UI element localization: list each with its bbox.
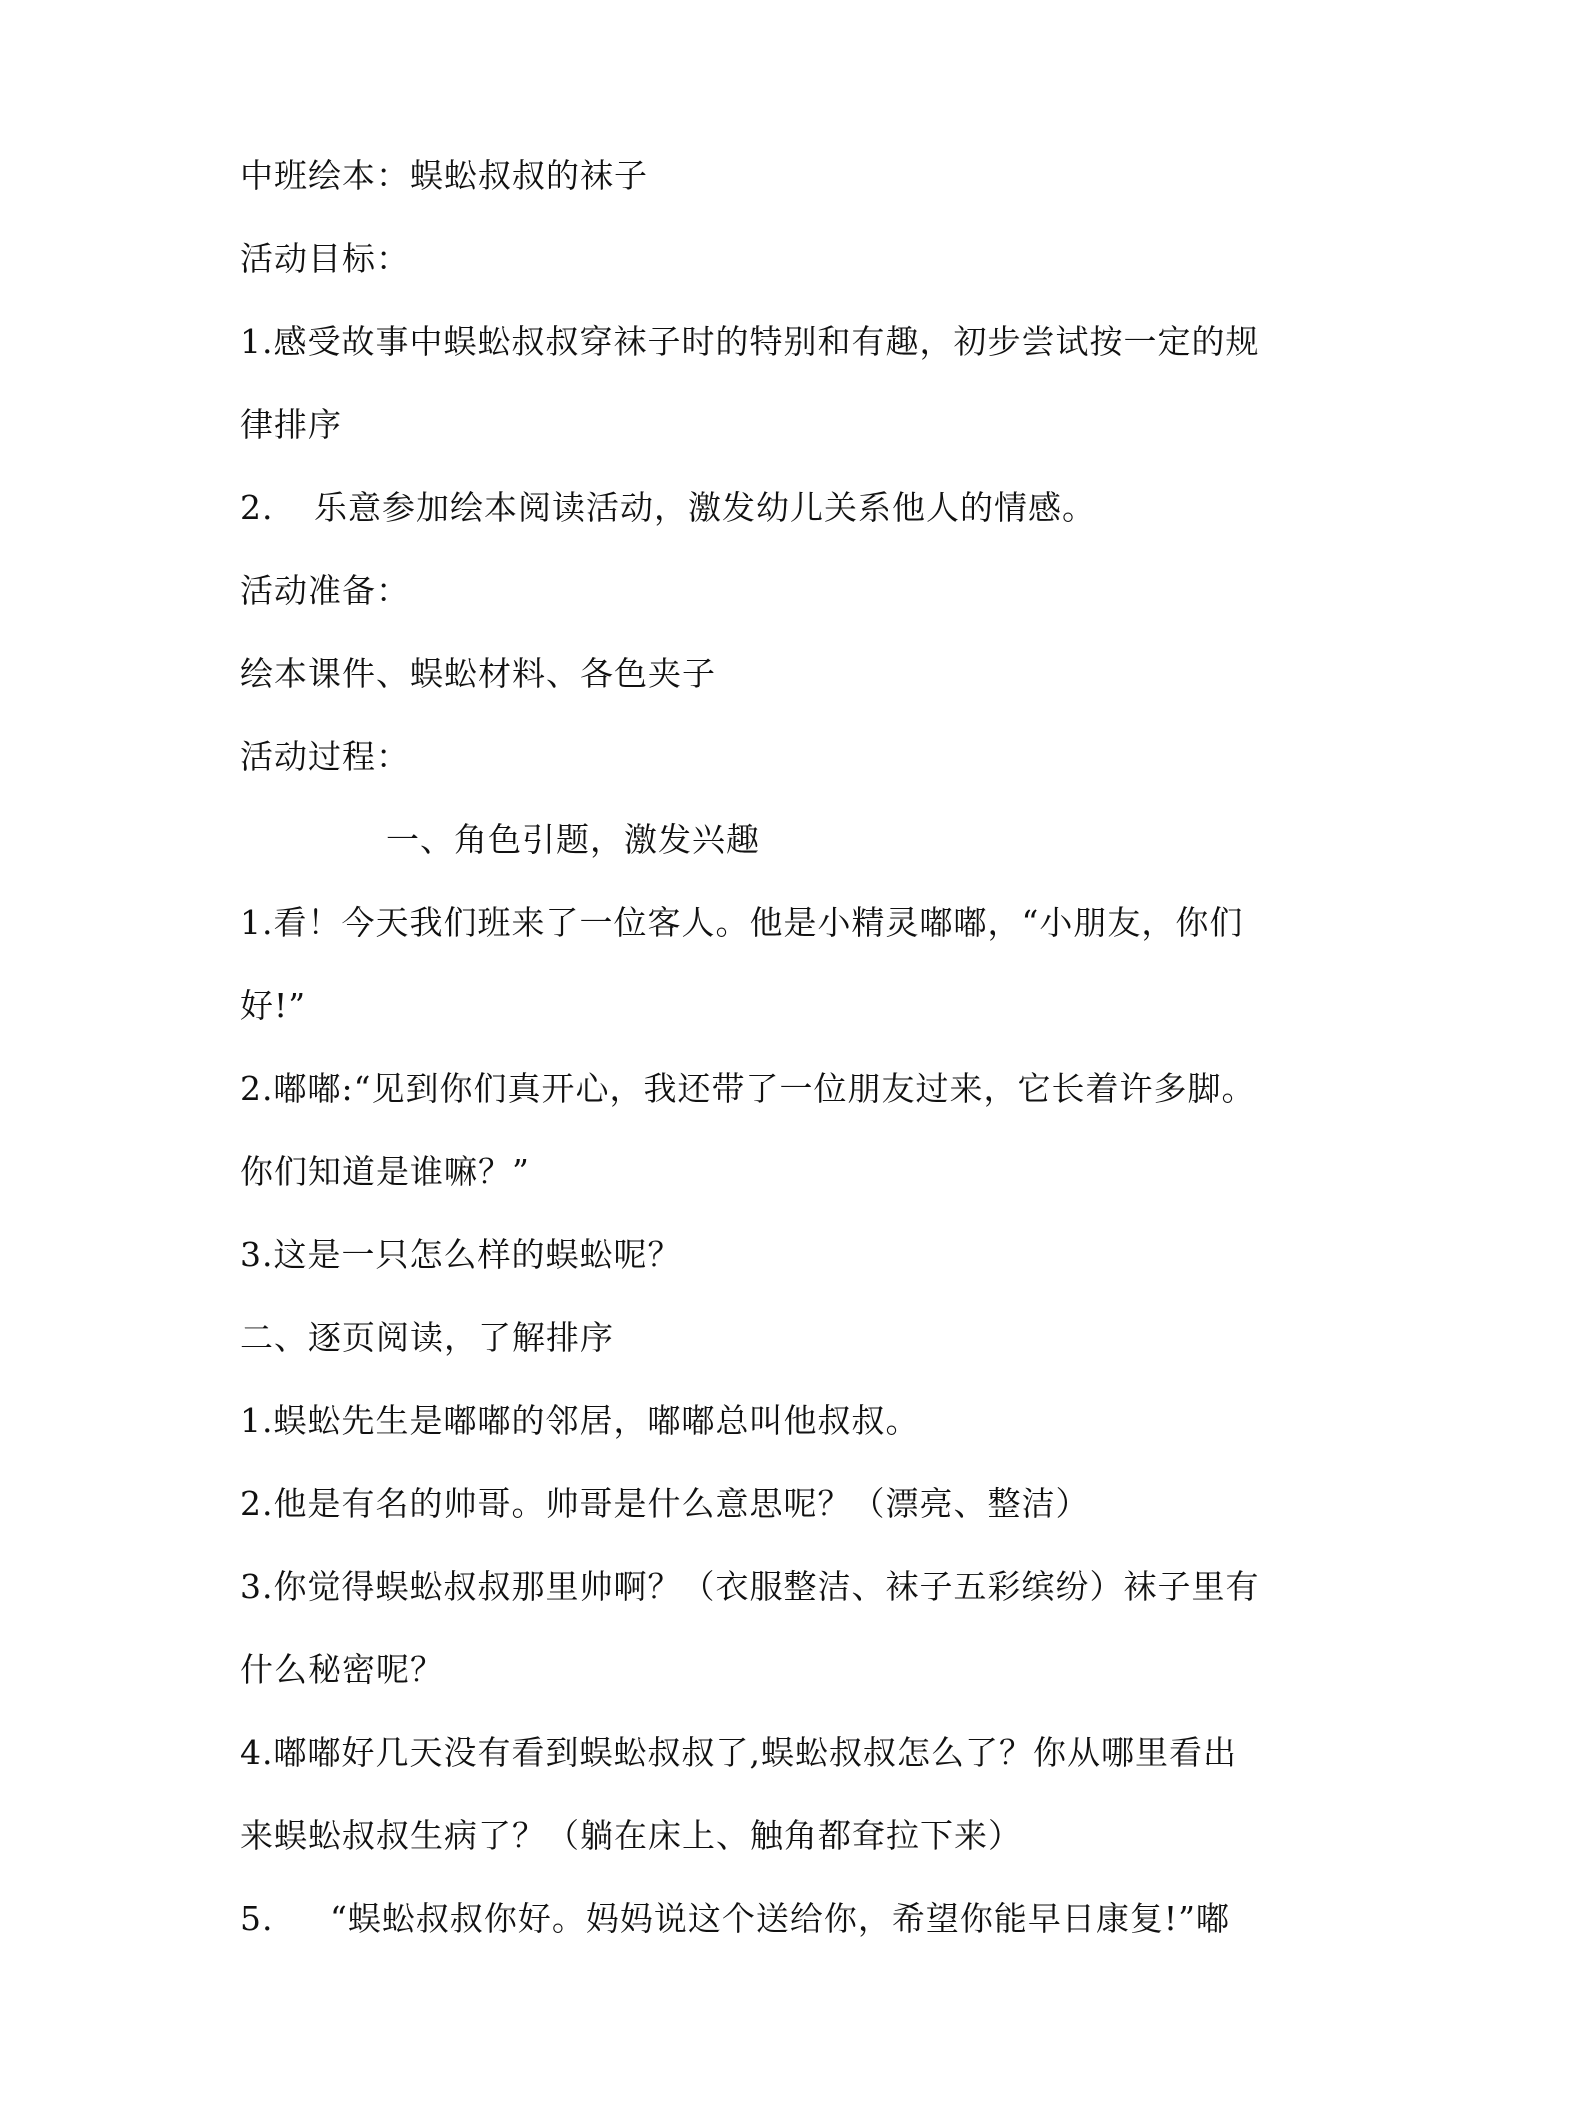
prep-text: 绘本课件、蜈蚣材料、各色夹子 (240, 654, 716, 693)
prep-heading: 活动准备： (240, 571, 410, 610)
goal-1-line-2: 律排序 (240, 405, 342, 444)
s2-item-5 (240, 1886, 1348, 1969)
section-2-heading: 二、逐页阅读，了解排序 (240, 1318, 614, 1357)
s2-item-4-line-1: 4.嘟嘟好几天没有看到蜈蚣叔叔了,蜈蚣叔叔怎么了？你从哪里看出 (240, 1733, 1237, 1772)
goal-2-text: 乐意参加绘本阅读活动，激发幼儿关系他人的情感。 (314, 488, 1096, 527)
s2-item-3-line-1: 3.你觉得蜈蚣叔叔那里帅啊？（衣服整洁、袜子五彩缤纷）袜子里有 (240, 1567, 1260, 1606)
s1-item-2-line-1: 2.嘟嘟:“见到你们真开心，我还带了一位朋友过来，它长着许多脚。 (240, 1069, 1256, 1108)
s1-item-3: 3.这是一只怎么样的蜈蚣呢？ (240, 1235, 682, 1274)
s1-item-1-line-2: 好!” (240, 986, 307, 1025)
document-body (240, 143, 1348, 1969)
s2-item-3-line-2: 什么秘密呢？ (240, 1650, 444, 1689)
goal-1-line-1: 1.感受故事中蜈蚣叔叔穿袜子时的特别和有趣，初步尝试按一定的规 (240, 322, 1260, 361)
goal-2 (240, 475, 1348, 558)
s2-item-2: 2.他是有名的帅哥。帅哥是什么意思呢？（漂亮、整洁） (240, 1484, 1090, 1523)
s2-item-4-line-2: 来蜈蚣叔叔生病了？（躺在床上、触角都耷拉下来） (240, 1816, 1022, 1855)
process-heading: 活动过程： (240, 737, 410, 776)
s1-item-2-line-2: 你们知道是谁嘛？” (240, 1152, 530, 1191)
section-1-heading: 一、角色引题，激发兴趣 (386, 820, 760, 859)
s2-item-5-text: “蜈蚣叔叔你好。妈妈说这个送给你，希望你能早日康复!”嘟 (330, 1899, 1231, 1938)
s2-item-5-number: 5. (240, 1899, 274, 1938)
document-title: 中班绘本：蜈蚣叔叔的袜子 (240, 156, 648, 195)
goal-2-number: 2. (240, 488, 274, 527)
s1-item-1-line-1: 1.看！今天我们班来了一位客人。他是小精灵嘟嘟，“小朋友，你们 (240, 903, 1244, 942)
s2-item-1: 1.蜈蚣先生是嘟嘟的邻居，嘟嘟总叫他叔叔。 (240, 1401, 920, 1440)
goals-heading: 活动目标： (240, 239, 410, 278)
